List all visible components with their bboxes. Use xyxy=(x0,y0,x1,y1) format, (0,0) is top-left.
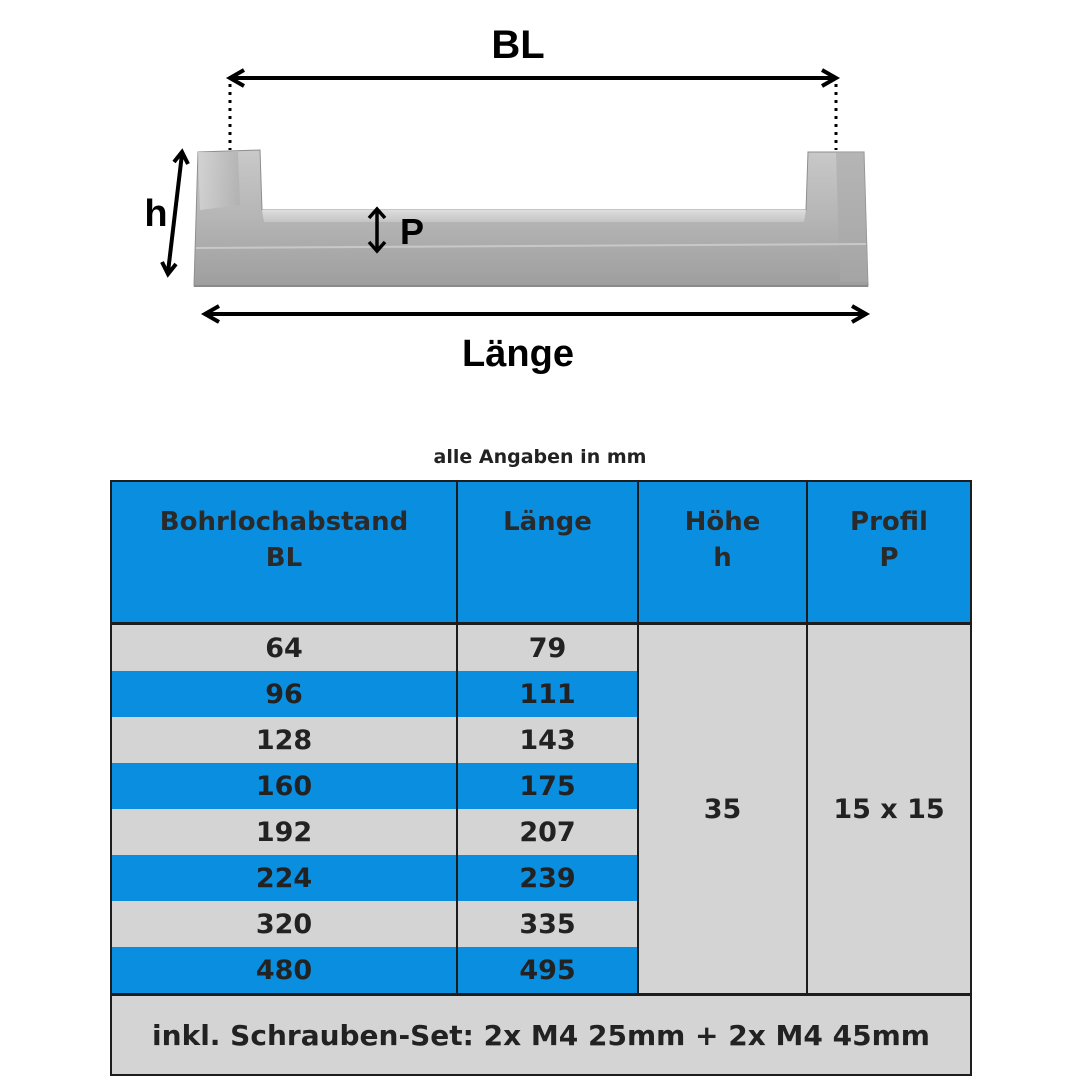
unit-note: alle Angaben in mm xyxy=(433,446,647,468)
p-label: P xyxy=(399,211,425,252)
cell-length: 239 xyxy=(457,855,638,901)
header-height-line2: h xyxy=(713,543,732,573)
cell-length: 79 xyxy=(457,624,638,672)
header-bl-line1: Bohrlochabstand xyxy=(159,507,409,537)
cell-bl: 192 xyxy=(111,809,457,855)
spec-table xyxy=(110,480,972,1076)
cell-length: 143 xyxy=(457,717,638,763)
cell-length: 335 xyxy=(457,901,638,947)
table-row xyxy=(111,624,971,672)
cell-length: 175 xyxy=(457,763,638,809)
header-height xyxy=(638,481,807,624)
handle-dimension-diagram xyxy=(0,0,1080,400)
length-dimension xyxy=(205,306,866,322)
cell-bl: 160 xyxy=(111,763,457,809)
bl-label: BL xyxy=(491,23,545,67)
cell-bl: 480 xyxy=(111,947,457,995)
header-profile-line1: Profil xyxy=(850,507,928,537)
h-label: h xyxy=(144,193,168,235)
cell-bl: 64 xyxy=(111,624,457,672)
cell-bl: 96 xyxy=(111,671,457,717)
header-height-line1: Höhe xyxy=(684,507,761,537)
header-profile-line2: P xyxy=(879,543,899,573)
cell-length: 111 xyxy=(457,671,638,717)
table-footer-row xyxy=(111,995,971,1076)
cell-bl: 128 xyxy=(111,717,457,763)
cell-length: 495 xyxy=(457,947,638,995)
header-bl-line2: BL xyxy=(265,543,303,573)
handle-image xyxy=(194,150,868,286)
header-bl xyxy=(111,481,457,624)
cell-length: 207 xyxy=(457,809,638,855)
header-profile xyxy=(807,481,971,624)
bl-dimension xyxy=(230,70,836,150)
header-length-line1: Länge xyxy=(503,507,592,537)
cell-profile: 15 x 15 xyxy=(807,624,971,995)
header-length xyxy=(457,481,638,624)
cell-height: 35 xyxy=(638,624,807,995)
table-header-row xyxy=(111,481,971,624)
cell-bl: 224 xyxy=(111,855,457,901)
length-label: Länge xyxy=(462,333,574,375)
cell-bl: 320 xyxy=(111,901,457,947)
screw-set-note: inkl. Schrauben-Set: 2x M4 25mm + 2x M4 45mm xyxy=(111,995,971,1076)
